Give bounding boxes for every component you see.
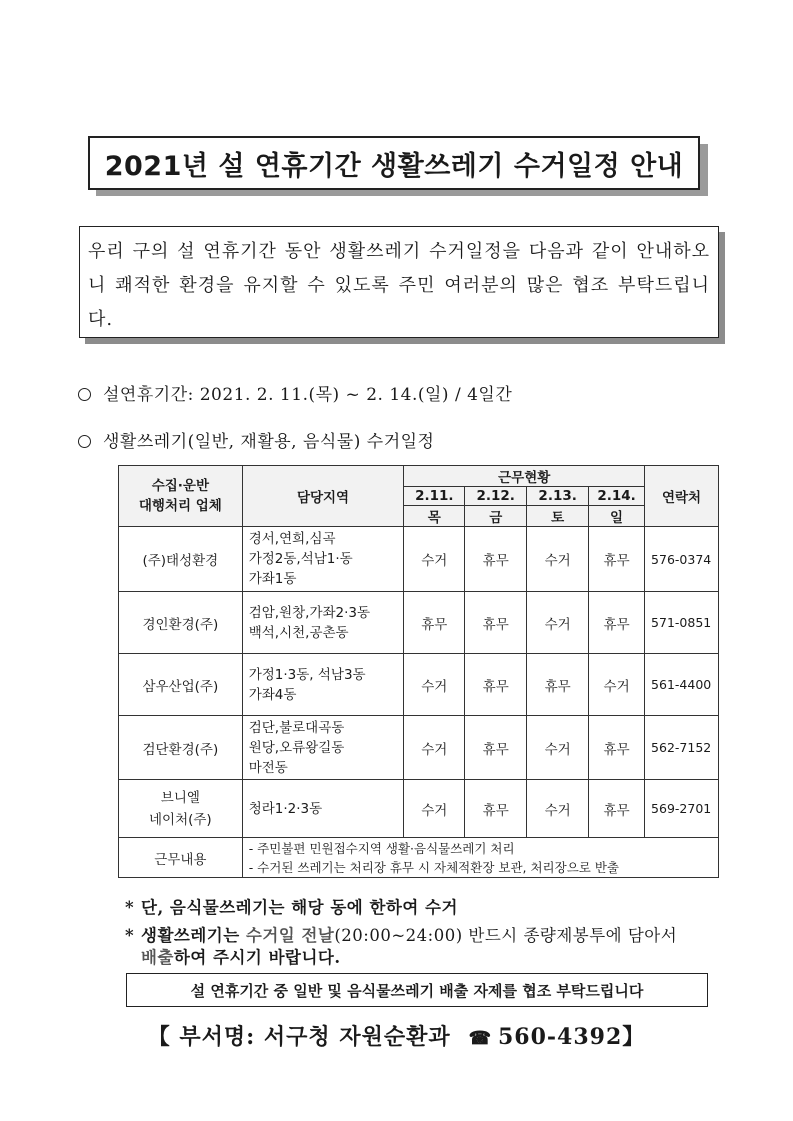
area-line: 가좌4동 [248, 686, 297, 703]
intro-wrap [79, 226, 719, 340]
area-cell [242, 780, 404, 838]
page-title: 2021년 설 연휴기간 생활쓰레기 수거일정 안내 [88, 136, 700, 190]
status-cell: 수거 [527, 716, 589, 780]
note-text: 생활쓰레기는 [141, 926, 246, 945]
work-label: 근무내용 [119, 838, 243, 878]
header-date: 2.14. [589, 487, 645, 506]
area-cell [242, 592, 404, 654]
circle-bullet-icon [78, 388, 91, 401]
header-date: 2.13. [527, 487, 589, 506]
status-cell: 휴무 [465, 654, 527, 716]
company-cell: 검단환경(주) [119, 716, 243, 780]
area-line: 가정2동,석남1·동 [248, 551, 353, 567]
status-cell: 휴무 [465, 716, 527, 780]
area-cell [242, 527, 404, 592]
intro-text: 우리 구의 설 연휴기간 동안 생활쓰레기 수거일정을 다음과 같이 안내하오니 쾌적한 환경을 유지할 수 있도록 주민 여러분의 많은 협조 부탁드립니다. [79, 226, 719, 338]
note-text: 하여 주시기 바랍니다. [173, 948, 341, 967]
contact-cell: 571-0851 [645, 592, 719, 654]
bullet-text: 생활쓰레기(일반, 재활용, 음식물) 수거일정 [103, 432, 435, 452]
note-household-waste [125, 925, 677, 969]
company-cell: 삼우산업(주) [119, 654, 243, 716]
table-row [119, 654, 719, 716]
work-content [242, 838, 718, 878]
table-row [119, 527, 719, 592]
bullet-text: 설연휴기간: 2021. 2. 11.(목) ~ 2. 14.(일) / 4일간 [103, 385, 513, 405]
contact-cell: 562-7152 [645, 716, 719, 780]
contact-cell: 576-0374 [645, 527, 719, 592]
status-cell: 수거 [589, 654, 645, 716]
status-cell: 수거 [527, 592, 589, 654]
phone-icon: ☎ [468, 1028, 492, 1049]
status-cell: 휴무 [465, 780, 527, 838]
status-cell: 휴무 [527, 654, 589, 716]
status-cell: 휴무 [404, 592, 465, 654]
status-cell: 수거 [404, 654, 465, 716]
header-status: 근무현황 [404, 466, 645, 487]
area-line: 경서,연희,심곡 [248, 531, 336, 547]
status-cell: 휴무 [465, 527, 527, 592]
header-contact: 연락처 [645, 466, 719, 527]
note-food-waste [125, 897, 458, 919]
department-info [0, 1020, 793, 1051]
area-line: 가좌1동 [248, 571, 297, 587]
area-line: 가정1·3동, 석남3동 [248, 666, 366, 683]
contact-cell: 569-2701 [645, 780, 719, 838]
status-cell: 수거 [527, 527, 589, 592]
note-text: 단, 음식물쓰레기는 해당 동에 한하여 수거 [141, 898, 458, 917]
work-item: - 수거된 쓰레기는 처리장 휴무 시 자체적환장 보관, 처리장으로 반출 [248, 859, 619, 875]
status-cell: 휴무 [589, 716, 645, 780]
area-line: 청라1·2·3동 [248, 800, 323, 817]
bullet-schedule [78, 427, 434, 452]
company-cell: 경인환경(주) [119, 592, 243, 654]
header-date: 2.11. [404, 487, 465, 506]
note-text: (20:00~24:00) 반드시 종량제봉투에 담아서 [334, 926, 678, 945]
title-wrap [88, 136, 700, 192]
department-phone: 560-4392】 [498, 1024, 646, 1050]
work-item: - 주민불편 민원접수지역 생활·음식물쓰레기 처리 [248, 840, 515, 856]
table-row [119, 780, 719, 838]
area-line: 검단,불로대곡동 [248, 719, 345, 736]
status-cell: 휴무 [589, 527, 645, 592]
area-line: 원당,오류왕길동 [248, 739, 345, 756]
note-highlight: 배출 [141, 948, 174, 967]
header-day: 토 [527, 506, 589, 527]
status-cell: 휴무 [465, 592, 527, 654]
area-cell [242, 716, 404, 780]
work-row [119, 838, 719, 878]
header-area: 담당지역 [242, 466, 404, 527]
header-date: 2.12. [465, 487, 527, 506]
department-label: 【 부서명: 서구청 자원순환과 [147, 1024, 451, 1050]
header-day: 금 [465, 506, 527, 527]
company-cell: 브니엘 네이처(주) [119, 780, 243, 838]
status-cell: 수거 [404, 780, 465, 838]
company-cell: (주)태성환경 [119, 527, 243, 592]
asterisk-icon: * [125, 898, 135, 917]
status-cell: 휴무 [589, 592, 645, 654]
note-highlight: 수거일 전날 [245, 926, 335, 945]
header-day: 일 [589, 506, 645, 527]
area-line: 마전동 [248, 759, 288, 776]
status-cell: 수거 [404, 716, 465, 780]
area-cell [242, 654, 404, 716]
circle-bullet-icon [78, 435, 91, 448]
schedule-table [118, 465, 719, 878]
header-company: 수집·운반 대행처리 업체 [119, 466, 243, 527]
status-cell: 휴무 [589, 780, 645, 838]
status-cell: 수거 [404, 527, 465, 592]
bullet-holiday-period [78, 380, 512, 405]
area-line: 검암,원창,가좌2·3동 [248, 604, 371, 621]
table-row [119, 716, 719, 780]
request-box: 설 연휴기간 중 일반 및 음식물쓰레기 배출 자제를 협조 부탁드립니다 [126, 973, 708, 1007]
table-row [119, 592, 719, 654]
contact-cell: 561-4400 [645, 654, 719, 716]
status-cell: 수거 [527, 780, 589, 838]
area-line: 백석,시천,공촌동 [248, 624, 349, 641]
header-day: 목 [404, 506, 465, 527]
asterisk-icon: * [125, 926, 135, 945]
